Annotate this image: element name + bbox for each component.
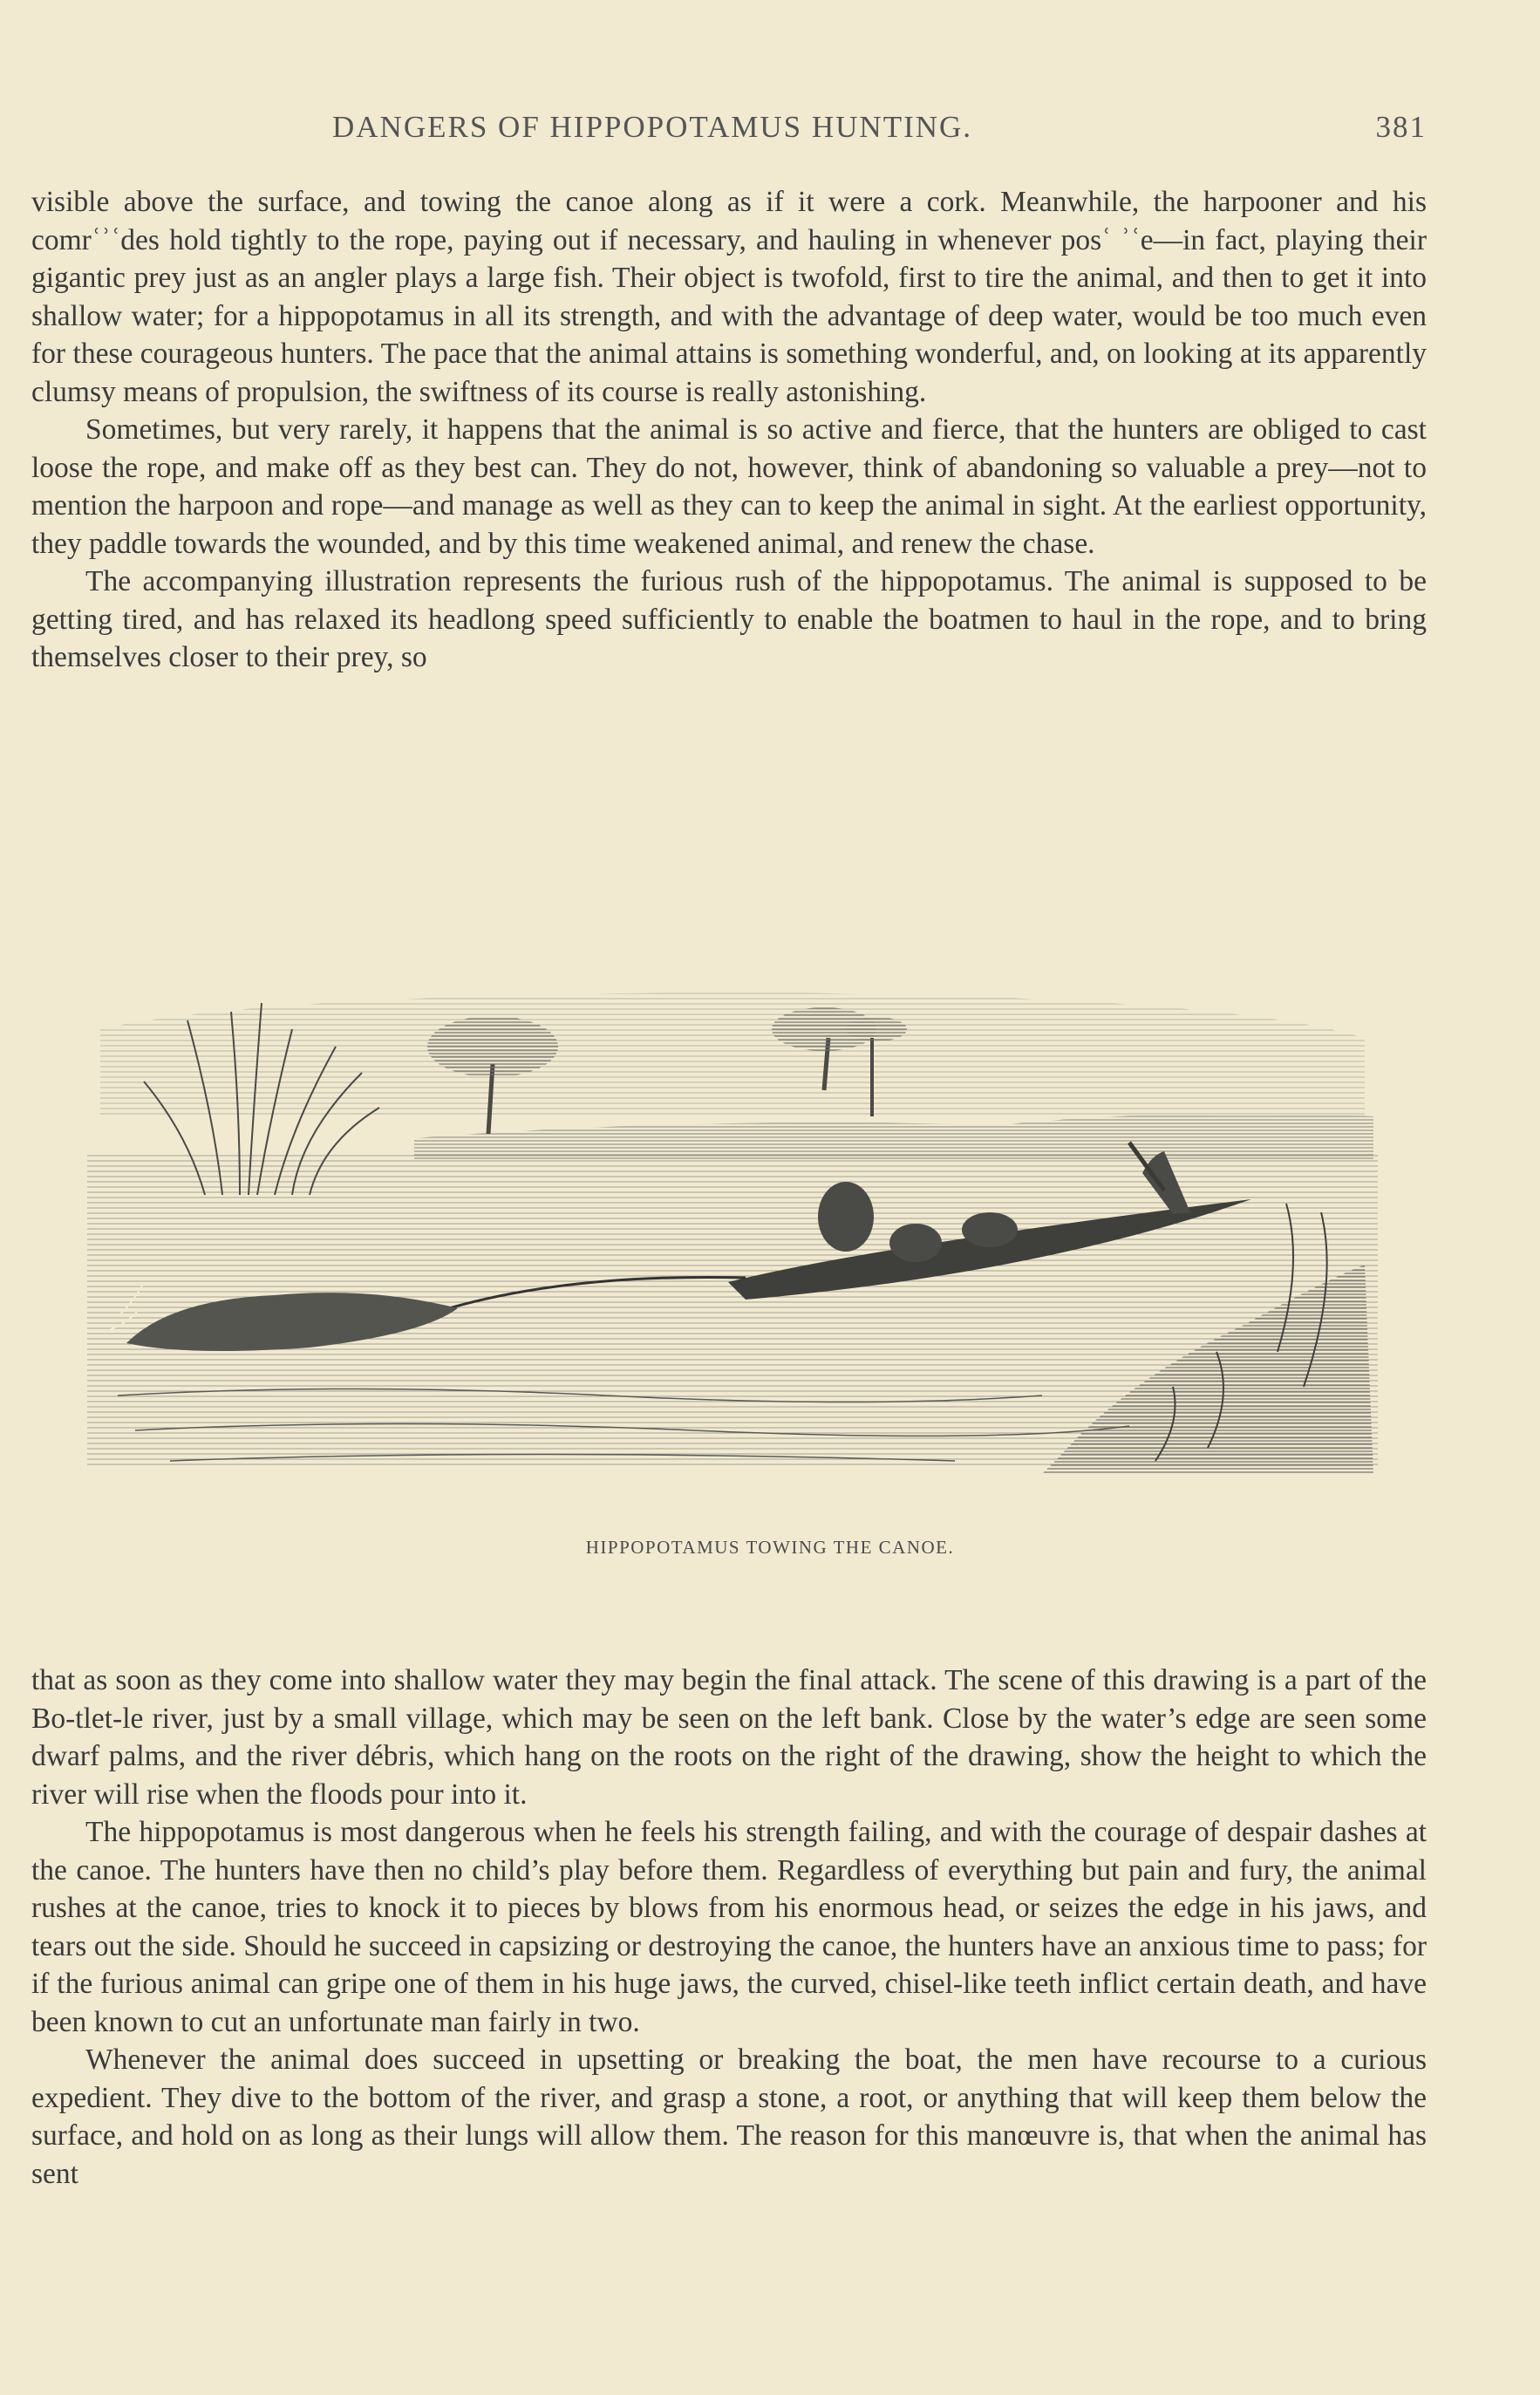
paragraph: The hippopotamus is most dangerous when he feels his strength failing, and with the courage of despair dashes at the canoe. The hunters have then no child’s play before them. Regardless of everything but pain and fury, the animal rushes at the canoe, tries to knock it to pieces by blows from his enormous head, or seizes the edge in his jaws, and tears out the side. Should he succeed in capsizing or destroying the canoe, the hunters have an anxious time to pass; for if the furious animal can gripe one of them in his huge jaws, the curved, chisel-like teeth inflict certain death, and have been known to cut an unfortunate man fairly in two. — [31, 1816, 1427, 2038]
paragraph: Whenever the animal does succeed in upsetting or breaking the boat, the men have recourse to a curious expedient. They dive to the bottom of the river, and grasp a stone, a root, or anything that will keep them below the surface, and hold on as long as their lungs will allow them. The reason for this manœuvre is, that when the animal has sent — [31, 2044, 1427, 2190]
paragraph: Sometimes, but very rarely, it happens that the animal is so active and fierce, that the hunters are obliged to cast loose the rope, and make off as they best can. They do not, however, think of abandoning so valuable a prey—not to mention the harpoon and rope—and manage as well as they can to keep the animal in sight. At the earliest opportunity, they paddle towards the wounded, and by this time weakened animal, and renew the chase. — [31, 413, 1427, 560]
text-block-bottom — [31, 1661, 1427, 2193]
paragraph: visible above the surface, and towing the canoe along as if it were a cork. Meanwhile, the harpooner and his comrʿʾʿdes hold tightly to the rope, paying out if necessary, and hauling in whenever posʿ ʾʿe—in fact, playing their gigantic prey just as an angler plays a large fish. Their object is twofold, first to tire the animal, and then to get it into shallow water; for a hippopotamus in all its strength, and with the advantage of deep water, would be too much even for these courageous hunters. The pace that the animal attains is something wonderful, and, on looking at its apparently clumsy means of propulsion, the swiftness of its course is really astonishing. — [31, 186, 1427, 408]
paragraph: The accompanying illustration represents the furious rush of the hippopotamus. The animal is supposed to be getting tired, and has relaxed its headlong speed sufficiently to enable the boatmen to haul in the rope, and to bring themselves closer to their prey, so — [31, 565, 1427, 673]
engraving-illustration — [83, 986, 1382, 1509]
paragraph: that as soon as they come into shallow water they may begin the final attack. The scene of this drawing is a part of the Bo-tlet-le river, just by a small village, which may be seen on the left bank. Close by the water’s edge are seen some dwarf palms, and the river débris, which hang on the roots on the right of the drawing, show the height to which the river will rise when the floods pour into it. — [31, 1664, 1427, 1811]
running-header — [31, 110, 1427, 154]
running-title: DANGERS OF HIPPOPOTAMUS HUNTING. — [332, 110, 973, 144]
page-number: 381 — [1375, 110, 1427, 144]
text-block-top — [31, 183, 1427, 677]
sky — [100, 993, 1365, 1116]
figure-caption: HIPPOPOTAMUS TOWING THE CANOE. — [585, 1537, 955, 1558]
illustration-svg — [83, 986, 1382, 1509]
